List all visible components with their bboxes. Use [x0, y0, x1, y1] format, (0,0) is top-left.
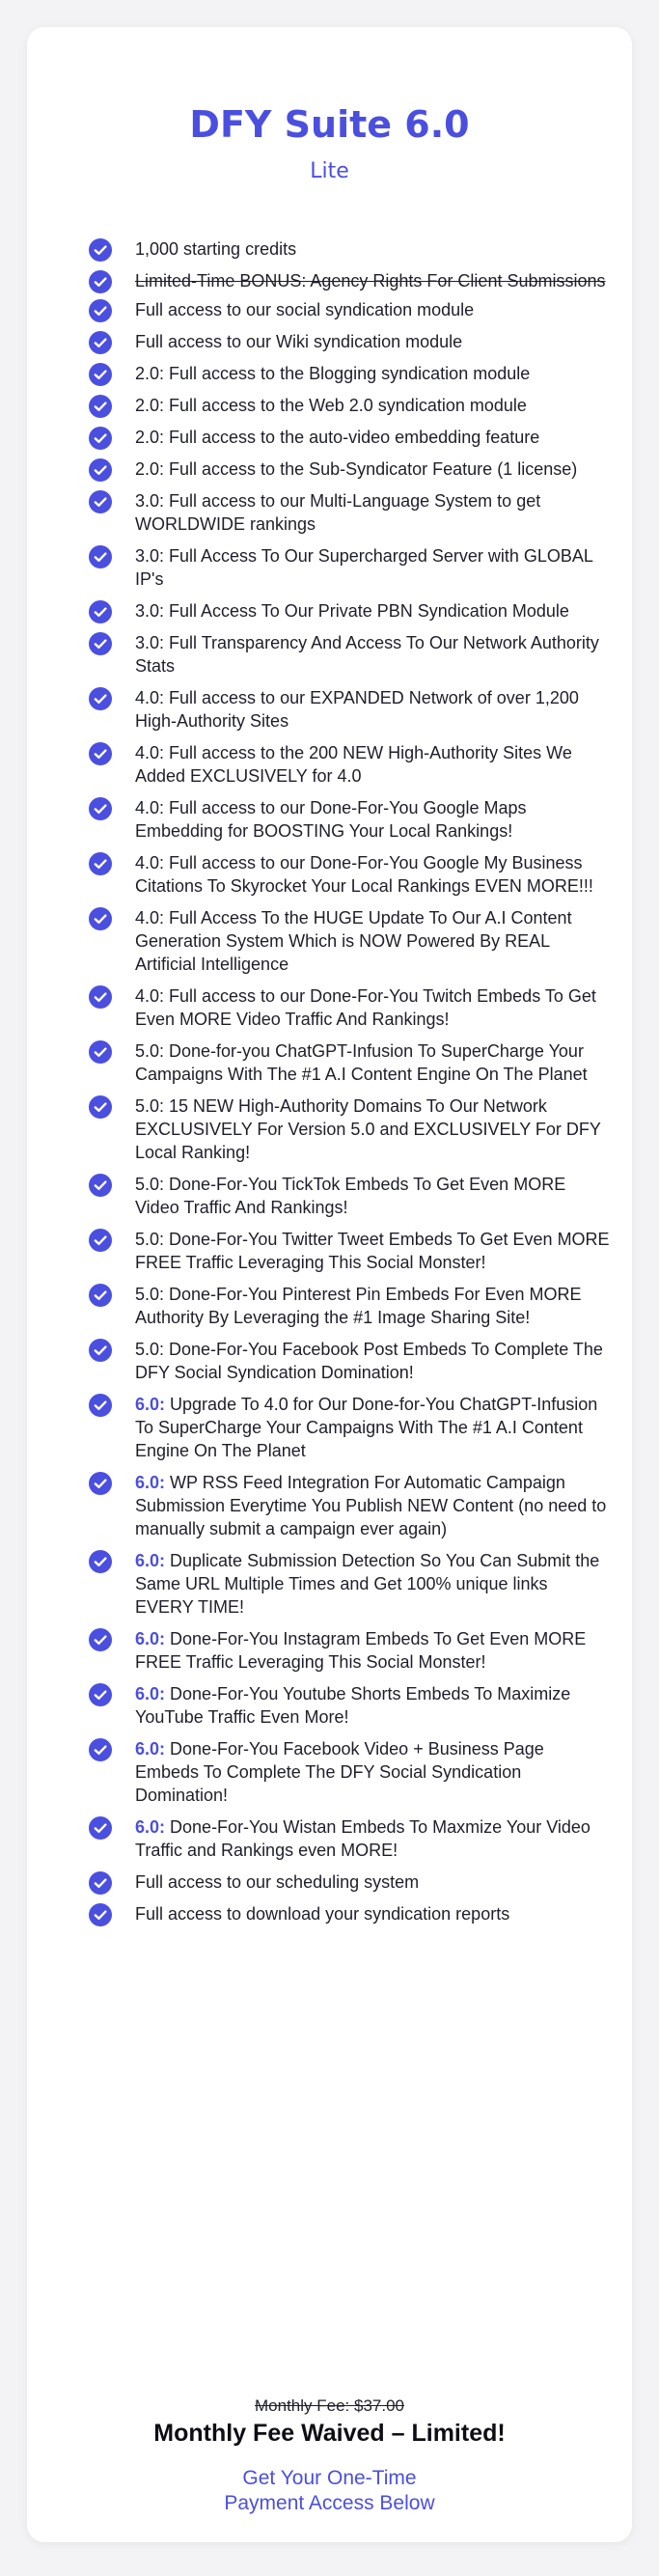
- feature-text: Upgrade To 4.0 for Our Done-for-You ChatGPT-Infusion To SuperCharge Your Campaigns With The #1 A.I Content Engine On The Planet: [135, 1395, 598, 1460]
- feature-text: Limited-Time BONUS: Agency Rights For Client Submissions: [135, 271, 606, 291]
- check-circle-icon: [89, 1903, 112, 1926]
- fee-waived-notice: Monthly Fee Waived – Limited!: [153, 2420, 506, 2447]
- feature-item: [89, 1471, 610, 1540]
- feature-text: 5.0: 15 NEW High-Authority Domains To Our Network EXCLUSIVELY For Version 5.0 and EXCLUSIVELY For DFY Local Ranking!: [135, 1096, 601, 1162]
- feature-text: 4.0: Full access to our Done-For-You Google Maps Embedding for BOOSTING Your Local Rankings!: [135, 798, 527, 841]
- feature-item: [89, 906, 610, 976]
- feature-text: Done-For-You Youtube Shorts Embeds To Maximize YouTube Traffic Even More!: [135, 1684, 571, 1727]
- feature-text: 3.0: Full Transparency And Access To Our Network Authority Stats: [135, 633, 599, 676]
- version-tag: 6.0:: [135, 1395, 166, 1414]
- feature-text: 4.0: Full access to our Done-For-You Twitch Embeds To Get Even MORE Video Traffic And Rankings!: [135, 986, 596, 1029]
- old-monthly-fee: Monthly Fee: $37.00: [255, 2396, 404, 2415]
- feature-item: [89, 394, 610, 417]
- feature-item: [89, 489, 610, 536]
- feature-item: [89, 298, 610, 321]
- check-circle-icon: [89, 1284, 112, 1307]
- feature-item: [89, 269, 610, 292]
- feature-text: Done-For-You Facebook Video + Business Page Embeds To Complete The DFY Social Syndication Domination!: [135, 1739, 544, 1805]
- check-circle-icon: [89, 1339, 112, 1362]
- feature-item: [89, 1737, 610, 1807]
- feature-list: [89, 237, 610, 1934]
- check-circle-icon: [89, 1816, 112, 1840]
- feature-item: [89, 330, 610, 353]
- feature-item: [89, 362, 610, 385]
- check-circle-icon: [89, 1095, 112, 1119]
- version-tag: 6.0:: [135, 1817, 166, 1837]
- feature-item: [89, 1393, 610, 1462]
- version-tag: 6.0:: [135, 1551, 166, 1570]
- version-tag: 6.0:: [135, 1684, 166, 1703]
- check-circle-icon: [89, 687, 112, 710]
- feature-item: [89, 1549, 610, 1619]
- check-circle-icon: [89, 852, 112, 875]
- feature-item: [89, 1094, 610, 1164]
- feature-item: [89, 1228, 610, 1274]
- feature-item: [89, 1815, 610, 1862]
- feature-text: 1,000 starting credits: [135, 239, 297, 259]
- check-circle-icon: [89, 331, 112, 354]
- version-tag: 6.0:: [135, 1629, 166, 1648]
- check-circle-icon: [89, 1871, 112, 1895]
- feature-item: [89, 457, 610, 481]
- check-circle-icon: [89, 1229, 112, 1252]
- feature-item: [89, 426, 610, 449]
- plan-subtitle: Lite: [310, 159, 349, 183]
- feature-item: [89, 1039, 610, 1086]
- check-circle-icon: [89, 1683, 112, 1706]
- feature-text: 3.0: Full access to our Multi-Language System to get WORLDWIDE rankings: [135, 491, 541, 534]
- check-circle-icon: [89, 1628, 112, 1651]
- feature-text: 2.0: Full access to the auto-video embedding feature: [135, 428, 540, 447]
- feature-text: 2.0: Full access to the Web 2.0 syndication module: [135, 396, 527, 415]
- feature-text: Done-For-You Instagram Embeds To Get Even MORE FREE Traffic Leveraging This Social Monster!: [135, 1629, 587, 1672]
- check-circle-icon: [89, 1394, 112, 1417]
- feature-text: Full access to our Wiki syndication module: [135, 332, 463, 351]
- feature-text: 5.0: Done-for-you ChatGPT-Infusion To SuperCharge Your Campaigns With The #1 A.I Content Engine On The Planet: [135, 1041, 588, 1084]
- feature-item: [89, 631, 610, 678]
- feature-text: 5.0: Done-For-You TickTok Embeds To Get Even MORE Video Traffic And Rankings!: [135, 1175, 566, 1217]
- feature-item: [89, 796, 610, 843]
- feature-text: Full access to our social syndication module: [135, 300, 475, 319]
- check-circle-icon: [89, 395, 112, 418]
- plan-title: DFY Suite 6.0: [189, 103, 470, 146]
- check-circle-icon: [89, 490, 112, 513]
- feature-text: 4.0: Full Access To the HUGE Update To Our A.I Content Generation System Which is NOW Powered By REAL Artificial Intelligence: [135, 908, 572, 974]
- cta-line-1: Get Your One-Time: [242, 2467, 417, 2489]
- check-circle-icon: [89, 985, 112, 1009]
- check-circle-icon: [89, 270, 112, 293]
- feature-text: Full access to download your syndication reports: [135, 1904, 510, 1924]
- feature-item: [89, 1870, 610, 1894]
- check-circle-icon: [89, 1472, 112, 1495]
- feature-item: [89, 851, 610, 898]
- feature-text: 4.0: Full access to the 200 NEW High-Authority Sites We Added EXCLUSIVELY for 4.0: [135, 743, 572, 786]
- payment-access-link[interactable]: [27, 2466, 632, 2516]
- cta-line-2: Payment Access Below: [224, 2492, 435, 2514]
- feature-text: 5.0: Done-For-You Twitter Tweet Embeds To Get Even MORE FREE Traffic Leveraging This Social Monster!: [135, 1230, 610, 1272]
- check-circle-icon: [89, 742, 112, 765]
- check-circle-icon: [89, 600, 112, 623]
- feature-text: Duplicate Submission Detection So You Can Submit the Same URL Multiple Times and Get 100% unique links EVERY TIME!: [135, 1551, 600, 1617]
- feature-item: [89, 1627, 610, 1674]
- feature-text: Full access to our scheduling system: [135, 1872, 420, 1892]
- feature-item: [89, 237, 610, 261]
- check-circle-icon: [89, 1040, 112, 1064]
- check-circle-icon: [89, 907, 112, 930]
- version-tag: 6.0:: [135, 1739, 166, 1759]
- check-circle-icon: [89, 427, 112, 450]
- feature-text: 3.0: Full Access To Our Supercharged Server with GLOBAL IP's: [135, 546, 593, 589]
- check-circle-icon: [89, 545, 112, 568]
- feature-item: [89, 1173, 610, 1219]
- feature-text: 3.0: Full Access To Our Private PBN Syndication Module: [135, 601, 569, 621]
- check-circle-icon: [89, 1174, 112, 1197]
- check-circle-icon: [89, 1550, 112, 1573]
- feature-text: 5.0: Done-For-You Facebook Post Embeds To Complete The DFY Social Syndication Domination!: [135, 1340, 603, 1382]
- feature-item: [89, 1338, 610, 1384]
- check-circle-icon: [89, 299, 112, 322]
- check-circle-icon: [89, 238, 112, 262]
- feature-item: [89, 984, 610, 1031]
- feature-text: WP RSS Feed Integration For Automatic Campaign Submission Everytime You Publish NEW Content (no need to manually submit a campaign ever again): [135, 1473, 607, 1538]
- feature-text: 2.0: Full access to the Blogging syndication module: [135, 364, 531, 383]
- feature-item: [89, 1902, 610, 1925]
- pricing-card: [27, 27, 632, 2542]
- check-circle-icon: [89, 632, 112, 655]
- feature-item: [89, 741, 610, 788]
- feature-item: [89, 544, 610, 591]
- check-circle-icon: [89, 797, 112, 820]
- feature-text: Done-For-You Wistan Embeds To Maxmize Your Video Traffic and Rankings even MORE!: [135, 1817, 590, 1860]
- feature-text: 4.0: Full access to our EXPANDED Network of over 1,200 High-Authority Sites: [135, 688, 579, 731]
- feature-item: [89, 1682, 610, 1729]
- version-tag: 6.0:: [135, 1473, 166, 1492]
- feature-text: 5.0: Done-For-You Pinterest Pin Embeds For Even MORE Authority By Leveraging the #1 Image Sharing Site!: [135, 1285, 582, 1327]
- check-circle-icon: [89, 363, 112, 386]
- feature-item: [89, 599, 610, 623]
- feature-text: 2.0: Full access to the Sub-Syndicator Feature (1 license): [135, 459, 578, 479]
- check-circle-icon: [89, 458, 112, 482]
- check-circle-icon: [89, 1738, 112, 1761]
- feature-item: [89, 686, 610, 733]
- feature-text: 4.0: Full access to our Done-For-You Google My Business Citations To Skyrocket Your Local Rankings EVEN MORE!!!: [135, 853, 593, 896]
- feature-item: [89, 1283, 610, 1329]
